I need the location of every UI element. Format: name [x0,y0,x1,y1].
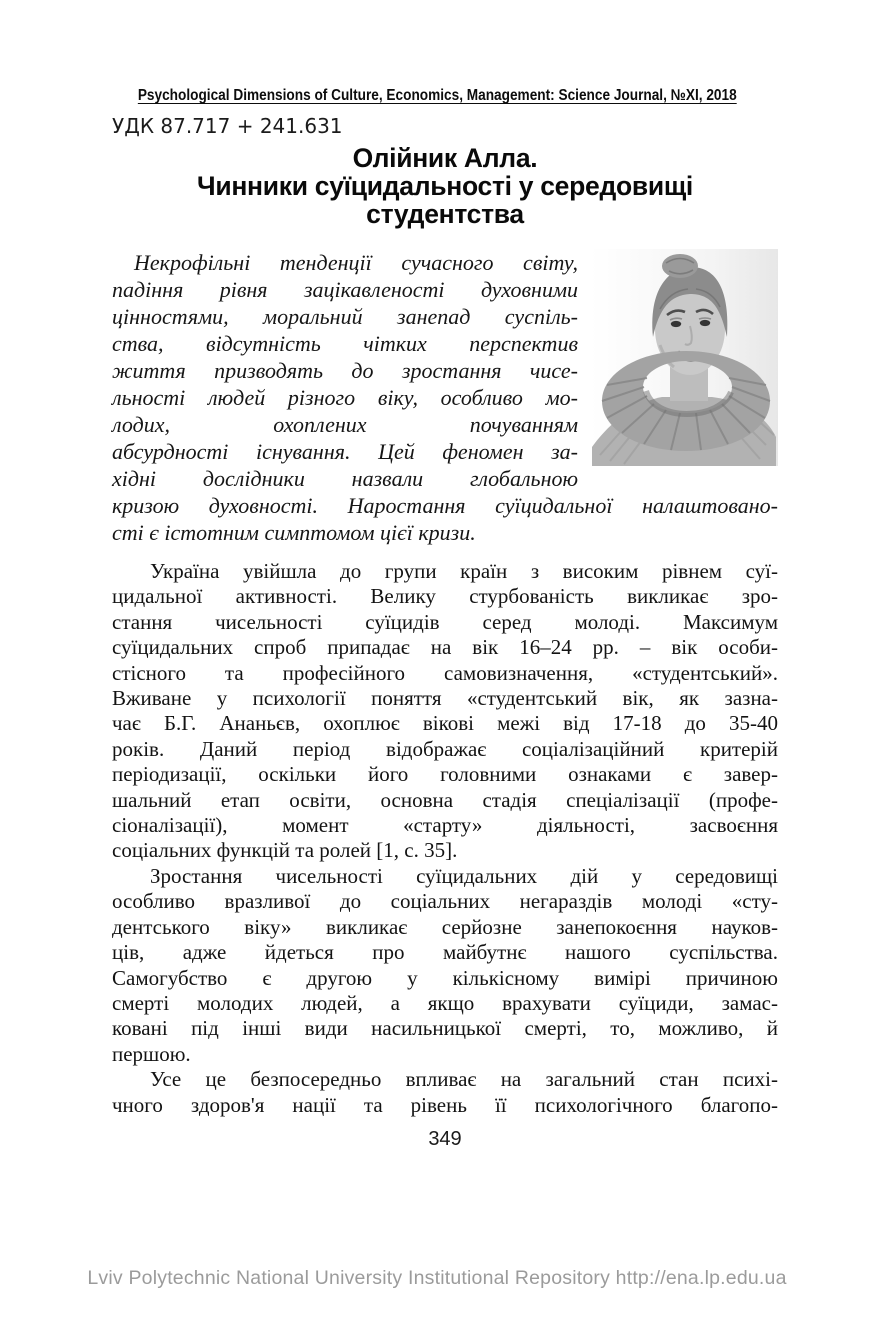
text-line: смерті молодих людей, а якщо врахувати суїциди, замас- [112,990,778,1015]
text-line: соціальних функцій та ролей [1, с. 35]. [112,838,458,863]
text-line: дентського віку» викликає серйозне занепокоєння науков- [112,914,778,939]
author-photo [590,249,778,466]
text-line: ства, відсутність чітких перспектив [112,331,578,356]
text-line: Усе це безпосередньо впливає на загальний стан психі- [150,1067,778,1092]
text-line: льності людей різного віку, особливо мо- [112,385,578,410]
text-line: років. Даний період відображає соціалізаційний критерій [112,736,778,761]
text-line: Зростання чисельності суїцидальних дій у середовищі [150,863,778,888]
abstract-text-narrow [112,249,578,492]
body-text [112,559,778,1118]
text-line: шальний етап освіти, основна стадія спеціалізації (профе- [112,787,778,812]
text-line: Чинники суїцидальності у середовищі [197,171,693,201]
text-line: Самогубство є другою у кількісному вимірі причиною [112,965,778,990]
abstract-text-wide [112,492,778,546]
text-line: Олійник Алла. [352,143,538,173]
text-line: першою. [112,1041,191,1066]
page-content [112,113,778,1151]
text-line: ців, адже йдеться про майбутнє нашого суспільства. [112,940,778,965]
text-line: життя призводять до зростання чисе- [112,358,578,383]
text-line: Некрофільні тенденції сучасного світу, [134,250,578,275]
text-line: абсурдності існування. Цей феномен за- [112,439,578,464]
text-line: сіоналізації), момент «старту» діяльності, засвоєння [112,813,778,838]
text-line: ковані під інші види насильницької смерті, то, можливо, й [112,1016,778,1041]
text-line: стісного та професійного самовизначення, «студентський». [112,660,778,685]
document-page [0,86,874,1326]
text-line: лодих, охоплених почуванням [112,412,578,437]
text-line: стання чисельності суїцидів серед молоді. Максимум [112,609,778,634]
repository-footer: Lviv Polytechnic National University Institutional Repository http://ena.lp.edu.ua [87,1267,787,1289]
text-line: Україна увійшла до групи країн з високим рівнем суї- [150,559,778,583]
page-number: 349 [428,1127,462,1150]
text-line: хідні дослідники назвали глобальною [112,466,578,491]
author-portrait-image [590,249,778,466]
text-line: падіння рівня зацікавленості духовними [112,277,578,302]
text-line: сті є істотним симптомом цієї кризи. [112,520,476,545]
abstract [112,249,778,546]
journal-running-head [0,86,874,106]
body-paragraph [112,559,778,864]
text-line: суїцидальних спроб припадає на вік 16–24 рр. – вік особи- [112,635,778,660]
text-line: студентства [366,199,524,229]
body-paragraph [112,864,778,1067]
text-line: особливо вразливої до соціальних негараздів молоді «сту- [112,889,778,914]
udc-code: УДК 87.717 + 241.631 [112,114,343,138]
text-line: чає Б.Г. Ананьєв, охоплює вікові межі від 17-18 до 35-40 [112,711,778,736]
text-line: кризою духовності. Наростання суїцидальної налаштовано- [112,493,778,518]
article-title [112,144,778,228]
text-line: чного здоров'я нації та рівень її психологічного благопо- [112,1092,778,1117]
text-line: періодизації, оскільки його головними ознаками є завер- [112,762,778,787]
journal-running-head-text: Psychological Dimensions of Culture, Economics, Management: Science Journal, №XI, 2018 [137,87,737,104]
text-line: цидальної активності. Велику стурбованість викликає зро- [112,584,778,609]
body-paragraph [112,1067,778,1118]
text-line: Вживане у психології поняття «студентський вік, як зазна- [112,686,778,711]
abstract-row [112,249,778,492]
text-line: цінностями, моральний занепад суспіль- [112,304,578,329]
